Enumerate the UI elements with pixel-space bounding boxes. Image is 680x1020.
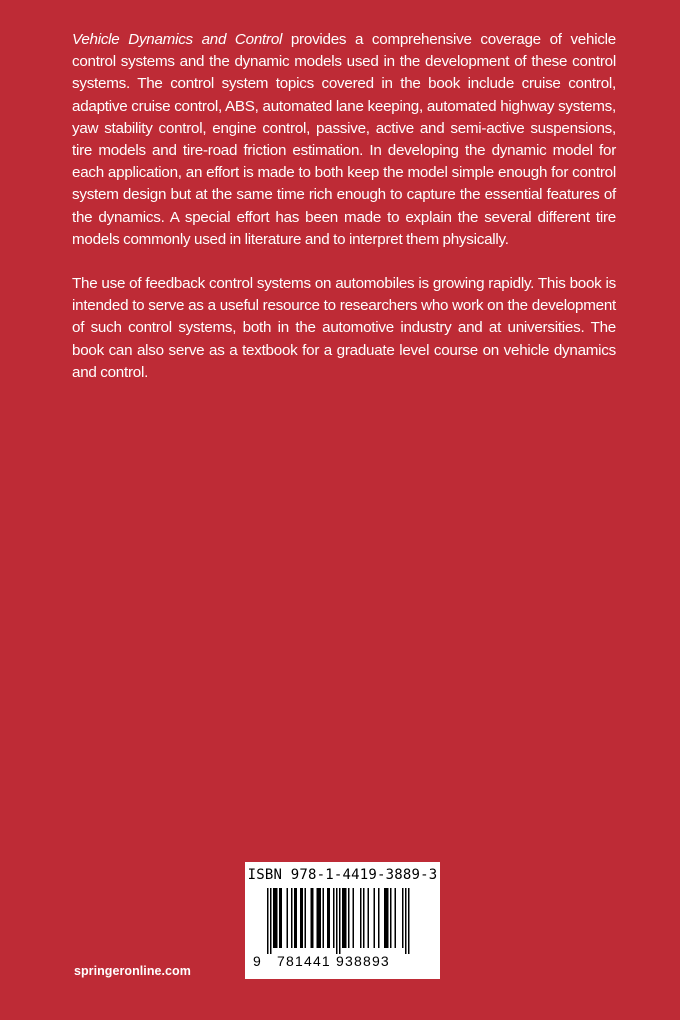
barcode-bar — [345, 888, 347, 948]
barcode-bar — [353, 888, 355, 948]
barcode-bar — [276, 888, 278, 948]
barcode-bar — [281, 888, 283, 948]
barcode-remaining-digits: 781441 938893 — [277, 953, 390, 969]
barcode-bar — [384, 888, 386, 948]
barcode-bar — [329, 888, 331, 948]
barcode-bar — [342, 888, 344, 948]
barcode-guard-bar — [405, 888, 407, 954]
barcode-bar — [348, 888, 350, 948]
barcode-guard-bar — [267, 888, 269, 954]
barcode-digits — [245, 950, 440, 972]
barcode-bar — [296, 888, 298, 948]
book-title: Vehicle Dynamics and Control — [72, 31, 283, 48]
isbn-barcode — [245, 862, 440, 979]
isbn-label: ISBN 978-1-4419-3889-3 — [247, 867, 438, 883]
barcode-bar — [363, 888, 365, 948]
barcode-bar — [333, 888, 335, 948]
barcode-first-digit: 9 — [253, 953, 261, 969]
barcode-bar — [302, 888, 304, 948]
barcode-bar — [374, 888, 376, 948]
barcode-bar — [344, 888, 346, 948]
barcode-bar — [390, 888, 392, 948]
barcode-bar — [273, 888, 275, 948]
barcode-guard-bar — [408, 888, 410, 954]
barcode-bar — [387, 888, 389, 948]
barcode-bar — [305, 888, 307, 948]
barcode-guard-bar — [336, 888, 338, 954]
barcode-guard-bar — [270, 888, 272, 954]
publisher-website: springeronline.com — [74, 964, 191, 978]
blurb-paragraph-2: The use of feedback control systems on automobiles is growing rapidly. This book is intended to serve as a useful resource to researchers who work on the development of such control systems, both in the automotive industry and at universities. The book can also serve as a textbook for a graduate level course on vehicle dynamics and control. — [72, 275, 616, 381]
barcode-bar — [312, 888, 314, 948]
barcode-bar — [275, 888, 277, 948]
barcode-bar — [291, 888, 293, 948]
blurb-paragraph-1-text: provides a comprehensive coverage of vehicle control systems and the dynamic models used in the development of these control systems. The control system topics covered in the book include cruise control, adaptive cruise control, ABS, automated lane keeping, automated highway systems, yaw stability control, engine control, passive, active and semi-active suspensions, tire models and tire-road friction estimation. In developing the dynamic model for each application, an effort is made to both keep the model simple enough for control system design but at the same time rich enough to capture the essential features of the dynamics. A special effort has been made to explain the several different tire models commonly used in literature and to interpret them physically. — [72, 31, 616, 248]
barcode-bar — [311, 888, 313, 948]
back-cover-blurb — [72, 29, 616, 384]
barcode-bar — [386, 888, 388, 948]
barcode-bar — [317, 888, 319, 948]
barcode-bar — [300, 888, 302, 948]
barcode-bar — [287, 888, 289, 948]
blurb-paragraph-1 — [72, 29, 616, 251]
barcode-bar — [368, 888, 370, 948]
barcode-guard-bar — [339, 888, 341, 954]
barcode-bar — [360, 888, 362, 948]
barcode-bar — [402, 888, 404, 948]
barcode-bar — [318, 888, 320, 948]
barcode-bar — [378, 888, 380, 948]
barcode-bar — [323, 888, 325, 948]
barcode-bar — [327, 888, 329, 948]
barcode-bar — [395, 888, 397, 948]
barcode-bar — [320, 888, 322, 948]
barcode-bars — [253, 888, 432, 954]
barcode-bar — [294, 888, 296, 948]
barcode-bar — [279, 888, 281, 948]
